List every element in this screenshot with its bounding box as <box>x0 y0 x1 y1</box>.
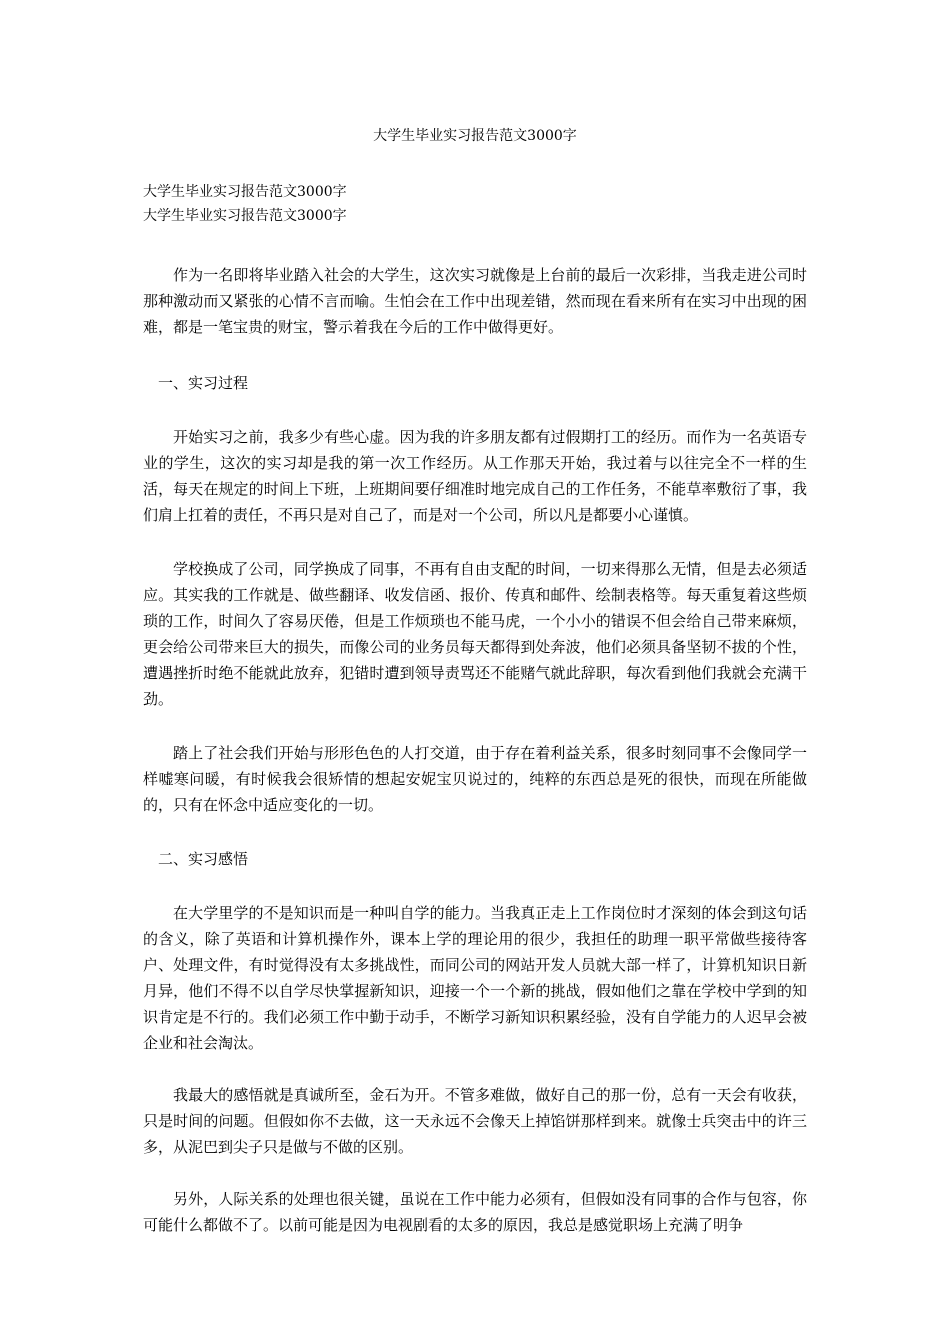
paragraph-process-1: 开始实习之前，我多少有些心虚。因为我的许多朋友都有过假期打工的经历。而作为一名英语专业的学生，这次的实习却是我的第一次工作经历。从工作那天开始，我过着与以往完全不一样的生活，每天在规定的时间上下班，上班期间要仔细准时地完成自己的工作任务，不能草率敷衍了事，我们肩上扛着的责任，不再只是对自己了，而是对一个公司，所以凡是都要小心谨慎。 <box>143 428 807 524</box>
document-title: 大学生毕业实习报告范文3000字 <box>373 128 577 144</box>
paragraph-process-3: 踏上了社会我们开始与形形色色的人打交道，由于存在着利益关系，很多时刻同事不会像同学一样嘘寒问暖，有时候我会很矫情的想起安妮宝贝说过的，纯粹的东西总是死的很快，而现在所能做的，只有在怀念中适应变化的一切。 <box>143 744 807 814</box>
paragraph-insights-3: 另外，人际关系的处理也很关键，虽说在工作中能力必须有，但假如没有同事的合作与包容，你可能什么都做不了。以前可能是因为电视剧看的太多的原因，我总是感觉职场上充满了明争 <box>143 1190 807 1234</box>
subtitle-line-1: 大学生毕业实习报告范文3000字 <box>143 184 347 200</box>
subtitle-line-2: 大学生毕业实习报告范文3000字 <box>143 208 347 224</box>
section-heading-insights: 二、实习感悟 <box>158 850 249 868</box>
paragraph-insights-2: 我最大的感悟就是真诚所至，金石为开。不管多难做，做好自己的那一份，总有一天会有收获，只是时间的问题。但假如你不去做，这一天永远不会像天上掉馅饼那样到来。就像士兵突击中的许三多，从泥巴到尖子只是做与不做的区别。 <box>143 1086 807 1156</box>
section-heading-process: 一、实习过程 <box>158 374 249 392</box>
intro-paragraph: 作为一名即将毕业踏入社会的大学生，这次实习就像是上台前的最后一次彩排，当我走进公司时那种激动而又紧张的心情不言而喻。生怕会在工作中出现差错，然而现在看来所有在实习中出现的困难，都是一笔宝贵的财宝，警示着我在今后的工作中做得更好。 <box>143 266 807 336</box>
paragraph-insights-1: 在大学里学的不是知识而是一种叫自学的能力。当我真正走上工作岗位时才深刻的体会到这句话的含义，除了英语和计算机操作外，课本上学的理论用的很少，我担任的助理一职平常做些接待客户、处理文件，有时觉得没有太多挑战性，而同公司的网站开发人员就大部一样了，计算机知识日新月异，他们不得不以自学尽快掌握新知识，迎接一个一个新的挑战，假如他们之靠在学校中学到的知识肯定是不行的。我们必须工作中勤于动手，不断学习新知识积累经验，没有自学能力的人迟早会被企业和社会淘汰。 <box>143 904 807 1052</box>
paragraph-process-2: 学校换成了公司，同学换成了同事，不再有自由支配的时间，一切来得那么无情，但是去必须适应。其实我的工作就是、做些翻译、收发信函、报价、传真和邮件、绘制表格等。每天重复着这些烦琐的工作，时间久了容易厌倦，但是工作烦琐也不能马虎，一个小小的错误不但会给自己带来麻烦，更会给公司带来巨大的损失，而像公司的业务员每天都得到处奔波，他们必须具备坚韧不拔的个性，遭遇挫折时绝不能就此放弃，犯错时遭到领导责骂还不能赌气就此辞职，每次看到他们我就会充满干劲。 <box>143 560 807 708</box>
document-body <box>143 124 807 1238</box>
